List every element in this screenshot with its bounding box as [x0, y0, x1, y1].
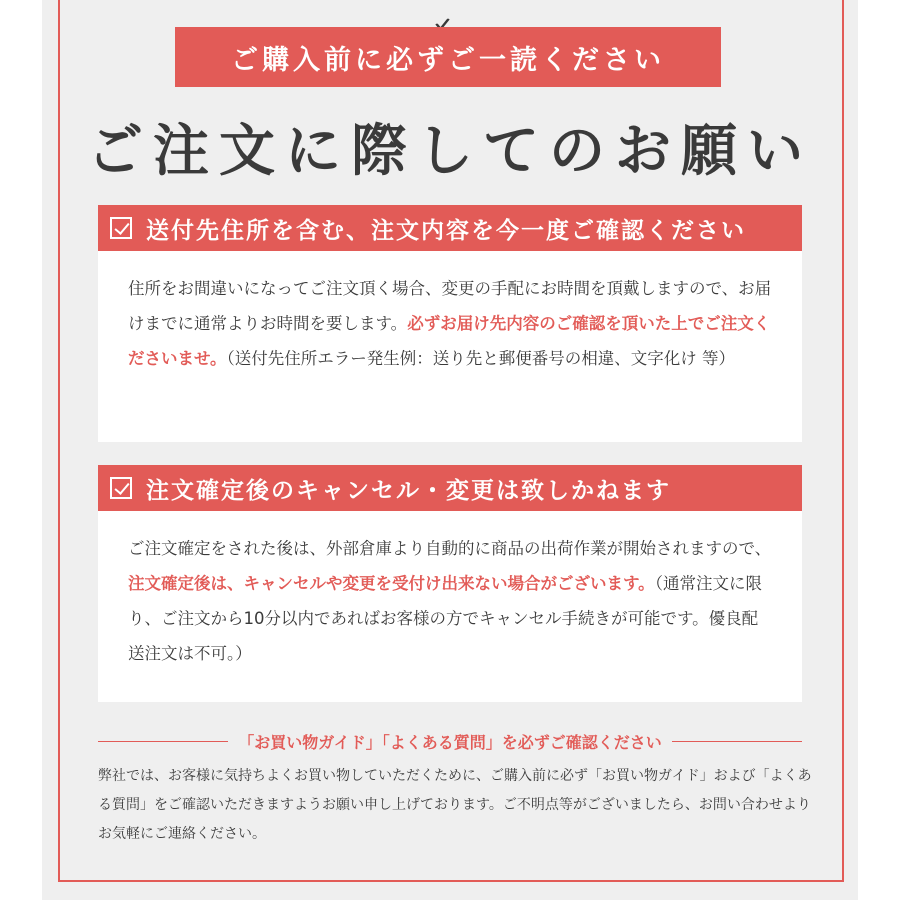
note-text: 弊社では、お客様に気持ちよくお買い物していただくために、ご購入前に必ず「お買い物ガイド」および「よくある質問」をご確認いただきますようお願い申し上げております。ご不明点等がございましたら、お問い合わせよりお気軽にご連絡ください。 — [98, 768, 812, 842]
body-text: ご注文確定をされた後は、外部倉庫より自動的に商品の出荷作業が開始されますので、 — [128, 539, 772, 558]
page-title: ご注文に際してのお願い — [87, 119, 813, 184]
section-header-text: 送付先住所を含む、注文内容を今一度ご確認ください — [146, 217, 746, 244]
guide-text: 「お買い物ガイド」「よくある質問」を必ずご確認ください — [238, 732, 662, 752]
section-header-text: 注文確定後のキャンセル・変更は致しかねます — [146, 477, 671, 504]
section-body — [98, 251, 802, 442]
section-address-check — [98, 205, 802, 442]
body-highlight-text: 必ずお届け先内容のご確認を頂いた上でご注文くださいませ。 — [128, 314, 771, 368]
top-banner — [175, 27, 721, 87]
divider-line — [672, 741, 802, 742]
body-text: 住所をお間違いになってご注文頂く場合、変更の手配にお時間を頂戴しますので、お届けまでに通常よりお時間を要します。 — [128, 279, 772, 333]
section-body — [98, 511, 802, 702]
top-banner-text: ご購入前に必ずご一読ください — [231, 44, 665, 76]
checkbox-icon — [110, 477, 132, 499]
section-header — [98, 205, 802, 251]
body-highlight-text: 注文確定後は、キャンセルや変更を受付け出来ない場合がございます。 — [128, 574, 655, 593]
guide-divider — [98, 726, 802, 756]
body-text: （送付先住所エラー発生例：送り先と郵便番号の相違、文字化け 等） — [226, 349, 736, 368]
divider-line — [98, 741, 228, 742]
page — [42, 0, 858, 900]
body-text: （通常注文に限り、ご注文から10分以内であればお客様の方でキャンセル手続きが可能です。優良配送注文は不可。） — [128, 574, 762, 663]
checkbox-icon — [110, 217, 132, 239]
section-cancel-policy — [98, 465, 802, 702]
section-header — [98, 465, 802, 511]
